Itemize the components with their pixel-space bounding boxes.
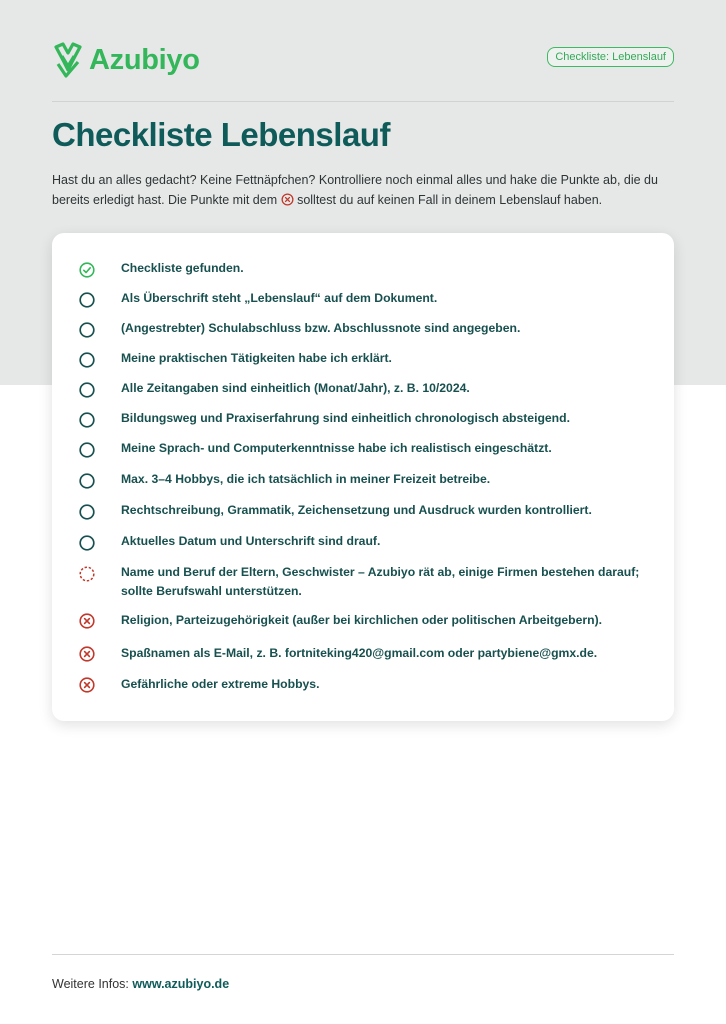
cross-circle-icon[interactable] — [79, 677, 95, 693]
empty-circle-icon[interactable] — [79, 442, 95, 458]
empty-circle-icon[interactable] — [79, 292, 95, 308]
empty-circle-icon[interactable] — [79, 535, 95, 551]
footer — [52, 977, 229, 991]
checklist-card — [52, 233, 674, 721]
intro-text-part-2: solltest du auf keinen Fall in deinem Lebenslauf haben. — [297, 193, 603, 207]
empty-circle-icon[interactable] — [79, 352, 95, 368]
intro-text — [52, 170, 682, 210]
logo-text: Azubiyo — [89, 43, 200, 76]
empty-circle-icon[interactable] — [79, 504, 95, 520]
checklist-item-label: Max. 3–4 Hobbys, die ich tatsächlich in meiner Freizeit betreibe. — [121, 472, 491, 486]
intro-text-part-1: Hast du an alles gedacht? Keine Fettnäpfchen? Kontrolliere noch einmal alles und hake die Punkte ab, die du bereits erledigt hast. Die Punkte mit dem — [52, 173, 658, 207]
empty-circle-icon[interactable] — [79, 322, 95, 338]
checklist-item-label: Aktuelles Datum und Unterschrift sind drauf. — [121, 534, 381, 548]
document-tag: Checkliste: Lebenslauf — [547, 47, 674, 67]
dashed-circle-icon[interactable] — [79, 566, 95, 582]
empty-circle-icon[interactable] — [79, 382, 95, 398]
checklist-item-label: (Angestrebter) Schulabschluss bzw. Abschlussnote sind angegeben. — [121, 321, 521, 335]
azubiyo-logo[interactable] — [52, 42, 200, 78]
cross-circle-icon[interactable] — [79, 613, 95, 629]
checklist-item-label: Name und Beruf der Eltern, Geschwister – Azubiyo rät ab, einige Firmen bestehen darauf; sollte Berufswahl unterstützen. — [121, 565, 640, 598]
page-header — [52, 42, 674, 82]
cross-circle-icon — [281, 193, 294, 206]
azubiyo-heart-icon — [52, 42, 84, 78]
checklist-item-label: Checkliste gefunden. — [121, 261, 244, 275]
empty-circle-icon[interactable] — [79, 412, 95, 428]
checklist-item-label: Gefährliche oder extreme Hobbys. — [121, 677, 320, 691]
checklist-item-label: Spaßnamen als E-Mail, z. B. fortniteking420@gmail.com oder partybiene@gmx.de. — [121, 646, 598, 660]
checklist-item-label: Meine Sprach- und Computerkenntnisse habe ich realistisch eingeschätzt. — [121, 441, 552, 455]
checklist-item-label: Alle Zeitangaben sind einheitlich (Monat/Jahr), z. B. 10/2024. — [121, 381, 470, 395]
empty-circle-icon[interactable] — [79, 473, 95, 489]
footer-website-link[interactable]: www.azubiyo.de — [132, 977, 230, 991]
footer-label: Weitere Infos: — [52, 977, 129, 991]
checklist-item-label: Rechtschreibung, Grammatik, Zeichensetzung und Ausdruck wurden kontrolliert. — [121, 503, 592, 517]
cross-circle-icon[interactable] — [79, 646, 95, 662]
checklist-item-label: Meine praktischen Tätigkeiten habe ich erklärt. — [121, 351, 392, 365]
footer-divider — [52, 954, 674, 955]
checklist-item-label: Religion, Parteizugehörigkeit (außer bei kirchlichen oder politischen Arbeitgebern). — [121, 613, 603, 627]
checklist-item-label: Bildungsweg und Praxiserfahrung sind einheitlich chronologisch absteigend. — [121, 411, 570, 425]
page-title: Checkliste Lebenslauf — [52, 116, 390, 153]
header-divider — [52, 101, 674, 102]
check-circle-icon[interactable] — [79, 262, 95, 278]
checklist-item-label: Als Überschrift steht „Lebenslauf“ auf dem Dokument. — [121, 291, 438, 305]
